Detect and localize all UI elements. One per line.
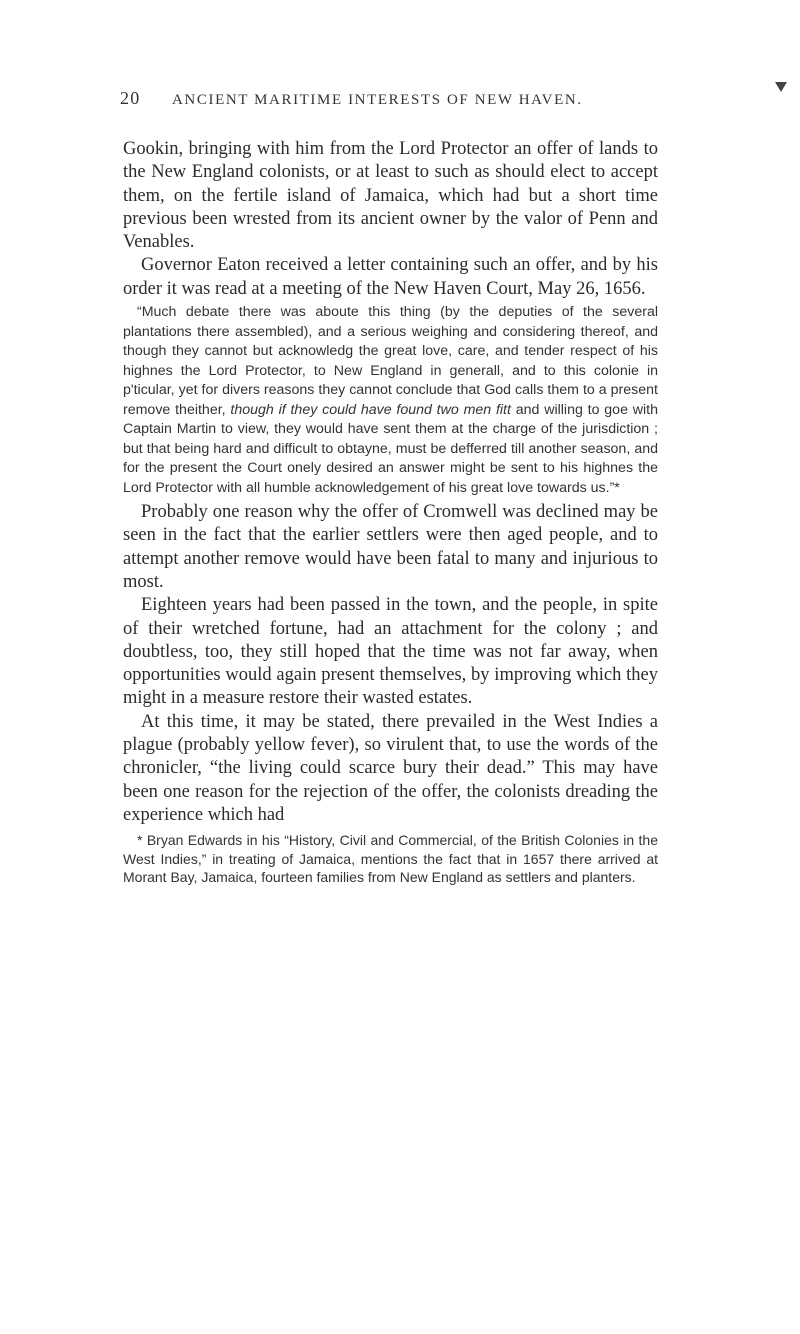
paragraph: Governor Eaton received a letter containing such an offer, and by his order it was read at a meeting of the New Haven Court, May 26, 1656. bbox=[123, 255, 658, 299]
corner-mark bbox=[775, 82, 787, 92]
quote-text: and willing to goe with Captain Martin to view, they would have sent them at the charge of the jurisdiction ; but that being hard and difficult to obtayne, must be defferred till another season, and for the present the Court onely desired an answer might be sent to his highnes the Lord Protector with all humble acknowledgement of his great love towards us.”* bbox=[123, 401, 658, 496]
paragraph: At this time, it may be stated, there prevailed in the West Indies a plague (probably yellow fever), so virulent that, to use the words of the chronicler, “the living could scarce bury their dead.” This may have been one reason for the rejection of the offer, the colonists dreading the experience which had bbox=[123, 711, 658, 825]
body-text-top bbox=[123, 138, 658, 301]
running-header bbox=[120, 88, 660, 109]
paragraph: Gookin, bringing with him from the Lord Protector an offer of lands to the New England colonists, or at least to such as should elect to accept them, on the fertile island of Jamaica, which had but a short time previous been wrested from its ancient owner by the valor of Penn and Venables. bbox=[123, 139, 658, 253]
footnote: * Bryan Edwards in his “History, Civil and Commercial, of the British Colonies in the West Indies,” in treating of Jamaica, mentions the fact that in 1657 there arrived at Morant Bay, Jamaica, fourteen families from New England as settlers and planters. bbox=[123, 832, 658, 886]
running-title: ANCIENT MARITIME INTERESTS OF NEW HAVEN. bbox=[172, 92, 583, 108]
paragraph: Probably one reason why the offer of Cromwell was declined may be seen in the fact that the earlier settlers were then aged people, and to attempt another remove would have been fatal to many and injurious to most. bbox=[123, 502, 658, 592]
paragraph: Eighteen years had been passed in the town, and the people, in spite of their wretched fortune, had an attachment for the colony ; and doubtless, too, they still hoped that the time was not far away, when opportunities would again present themselves, by improving which they might in a measure restore their wasted estates. bbox=[123, 595, 658, 709]
body-text-bottom bbox=[123, 501, 658, 827]
quote-text: “Much debate there was aboute this thing (by the deputies of the several plantations there assembled), and a serious weighing and considering thereof, and though they cannot but acknowledg the great love, care, and tender respect of his highnes the Lord Protector, to New England in generall, and to this colonie in p'ticular, yet for divers reasons they cannot conclude that God calls them to a present remove theither, bbox=[123, 304, 658, 418]
page-number: 20 bbox=[120, 88, 141, 108]
block-quote bbox=[123, 303, 658, 498]
quote-italic-text: though if they could have found two men fitt bbox=[230, 401, 511, 418]
page-content bbox=[123, 138, 658, 887]
